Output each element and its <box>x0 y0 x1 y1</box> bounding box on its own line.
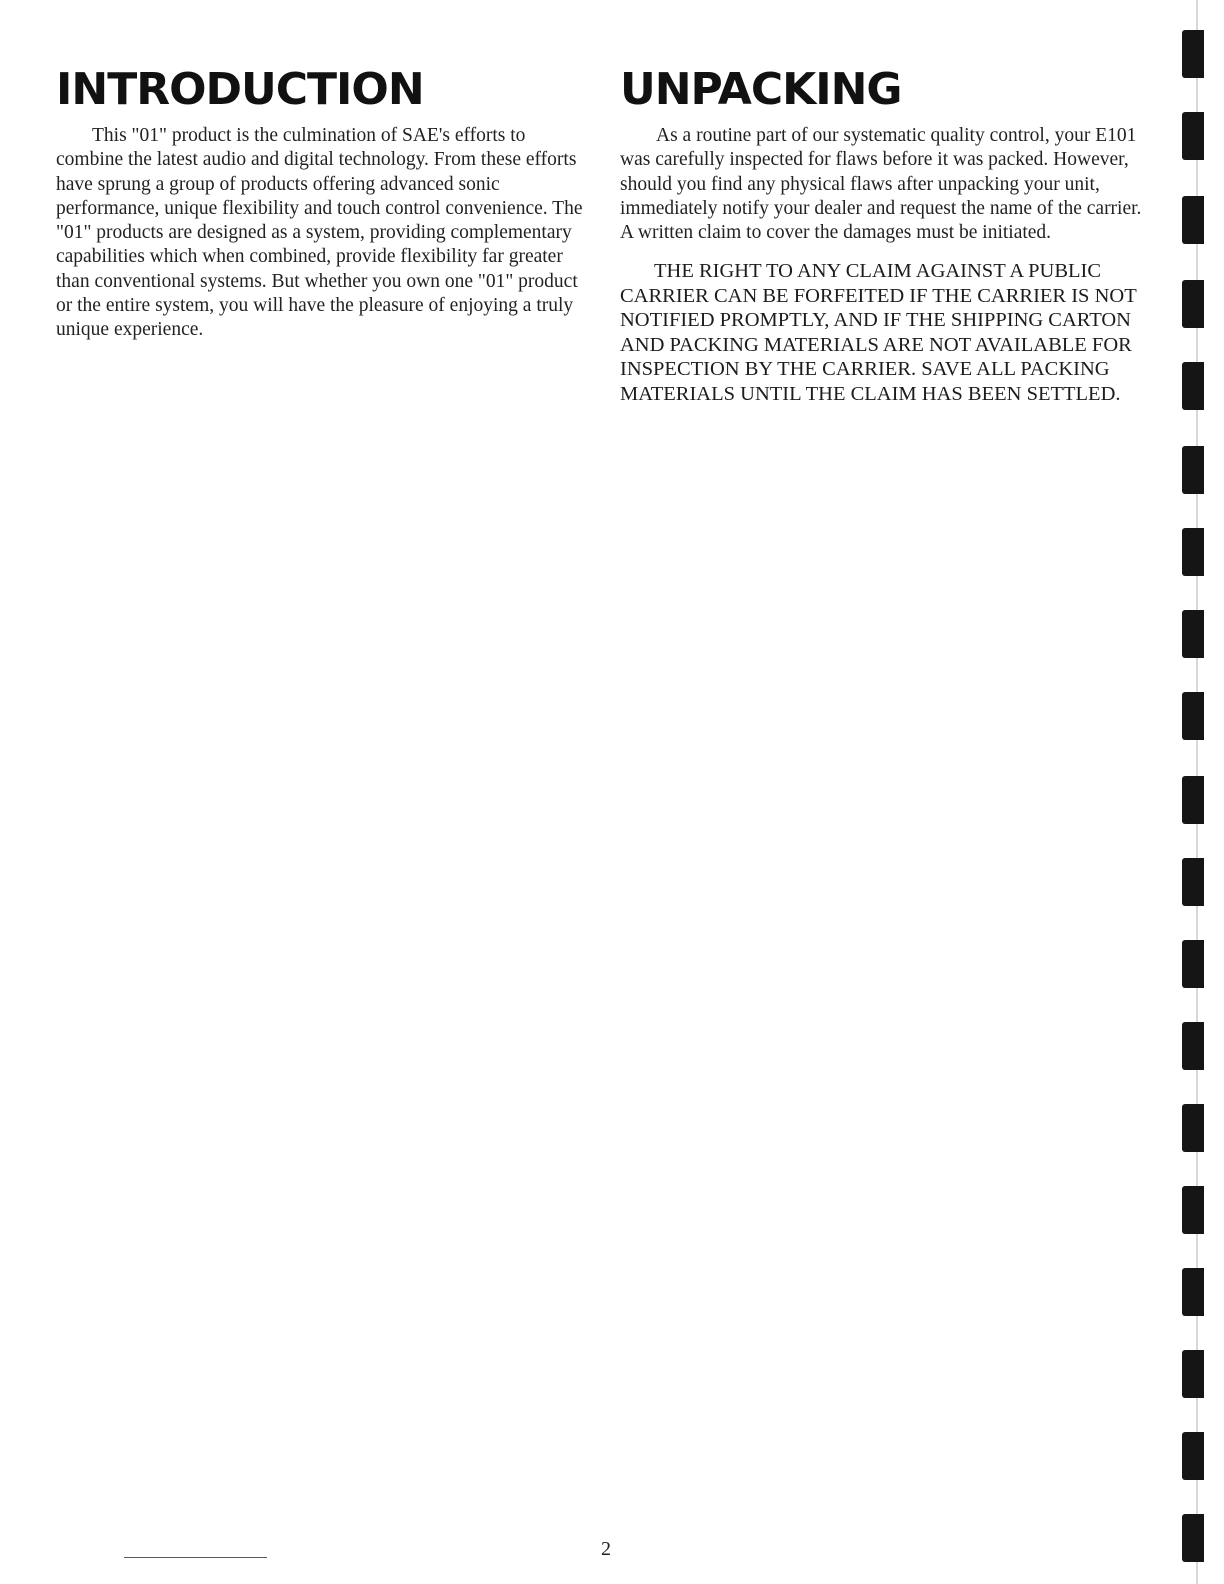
binding-hole <box>1182 858 1204 906</box>
binding-hole <box>1182 528 1204 576</box>
unpacking-heading: UNPACKING <box>620 64 902 115</box>
binding-hole <box>1182 1432 1204 1480</box>
binding-hole <box>1182 776 1204 824</box>
page-number: 2 <box>601 1538 611 1560</box>
unpacking-paragraph: As a routine part of our systematic quality control, your E101 was carefully inspected for flaws before it was packed. However, should you find any physical flaws after unpacking your unit, immediately notify your dealer and request the name of the carrier. A written claim to cover the damages must be initiated. <box>620 125 1142 244</box>
introduction-heading: INTRODUCTION <box>56 64 424 115</box>
binding-hole <box>1182 692 1204 740</box>
binding-hole <box>1182 1186 1204 1234</box>
binding-hole <box>1182 1514 1204 1562</box>
claim-warning: THE RIGHT TO ANY CLAIM AGAINST A PUBLIC CARRIER CAN BE FORFEITED IF THE CARRIER IS NOT NOTIFIED PROMPTLY, AND IF THE SHIPPING CARTON AND PACKING MATERIALS ARE NOT AVAILABLE FOR INSPECTION BY THE CARRIER. SAVE ALL PACKING MATERIALS UNTIL THE CLAIM HAS BEEN SETTLED. <box>620 260 1137 405</box>
binding-hole <box>1182 196 1204 244</box>
binding-hole <box>1182 446 1204 494</box>
binding-hole <box>1182 280 1204 328</box>
introduction-section <box>56 60 584 343</box>
binding-hole <box>1182 362 1204 410</box>
binding-hole <box>1182 1350 1204 1398</box>
footer-rule <box>124 1557 267 1558</box>
unpacking-section <box>620 60 1148 406</box>
binding-hole <box>1182 1022 1204 1070</box>
introduction-paragraph: This "01" product is the culmination of SAE's efforts to combine the latest audio and digital technology. From these efforts have sprung a group of products offering advanced sonic performance, unique flexibility and touch control convenience. The "01" products are designed as a system, providing complementary capabilities which when combined, provide flexibility far greater than conventional systems. But whether you own one "01" product or the entire system, you will have the pleasure of enjoying a truly unique experience. <box>56 125 583 341</box>
binding-hole <box>1182 1268 1204 1316</box>
binding-hole <box>1182 30 1204 78</box>
binding-hole <box>1182 1104 1204 1152</box>
binding-hole <box>1182 940 1204 988</box>
binding-hole <box>1182 610 1204 658</box>
binding-hole <box>1182 112 1204 160</box>
